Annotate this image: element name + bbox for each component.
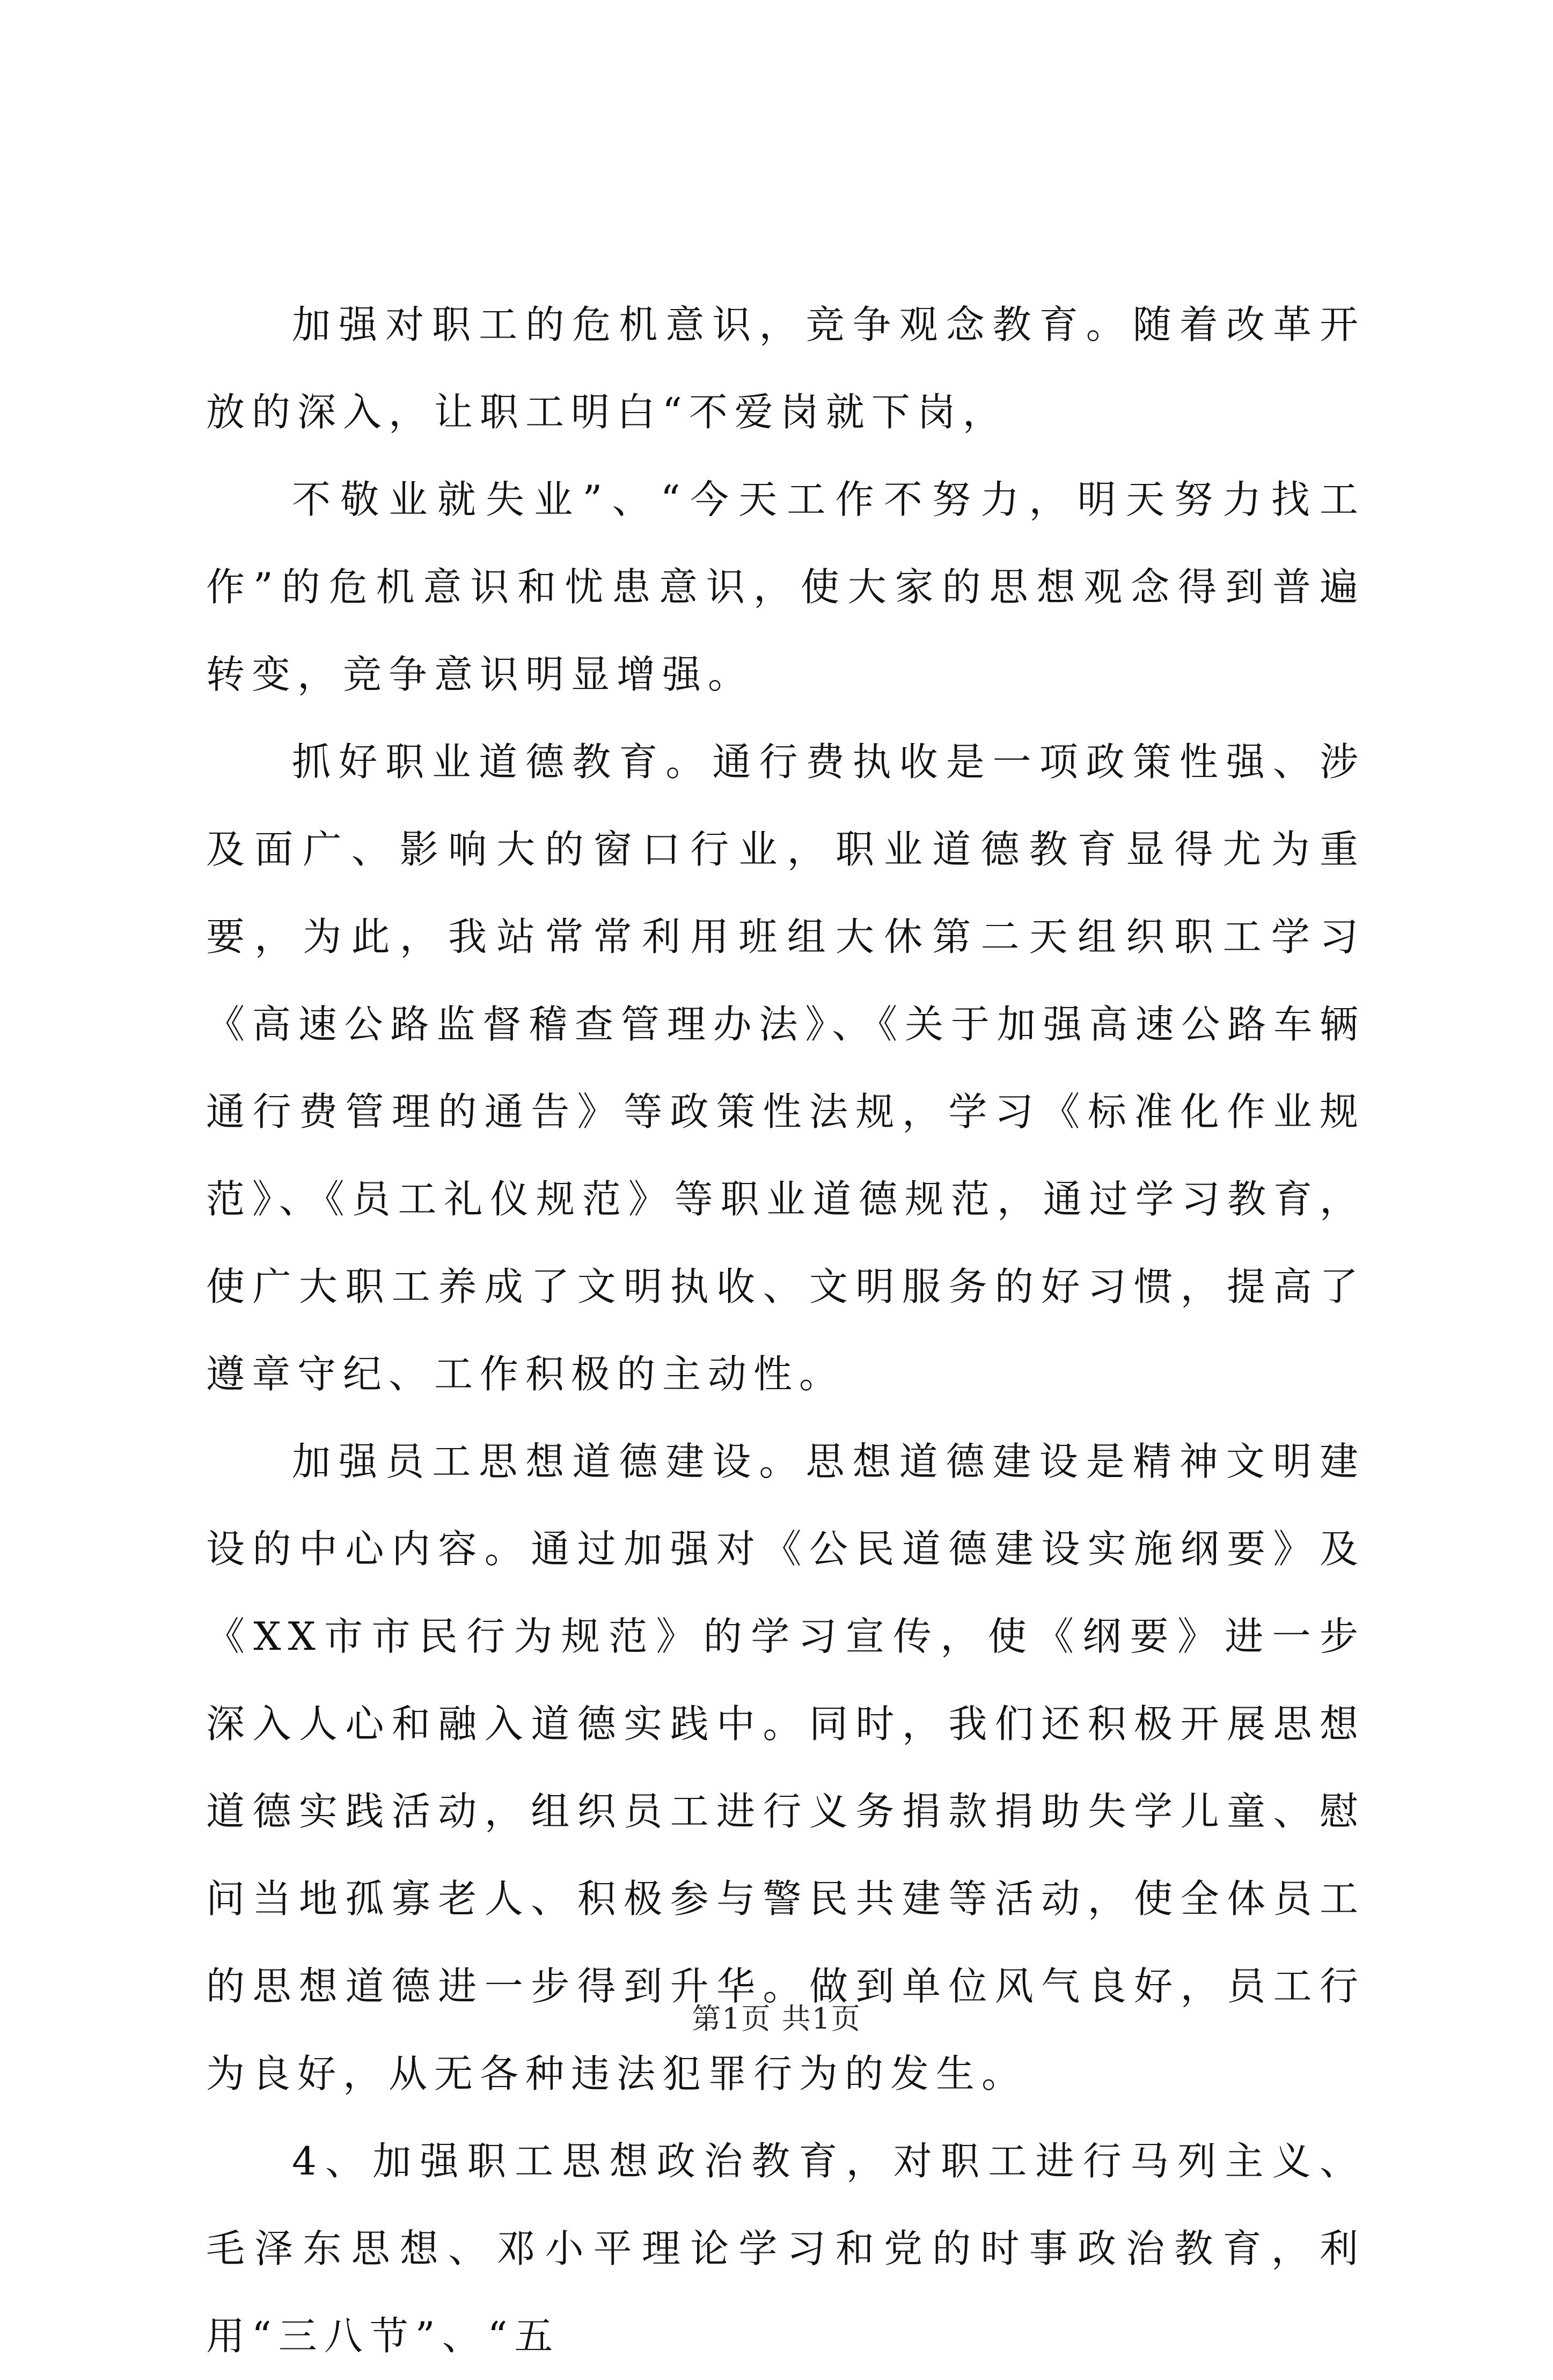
paragraph-3: 抓好职业道德教育。通行费执收是一项政策性强、涉及面广、影响大的窗口行业，职业道德教育显得尤为重要，为此，我站常常利用班组大休第二天组织职工学习《高速公路监督稽查管理办法》、《关于加强高速公路车辆通行费管理的通告》等政策性法规，学习《标准化作业规范》、《员工礼仪规范》等职业道德规范，通过学习教育，使广大职工养成了文明执收、文明服务的好习惯，提高了遵章守纪、工作积极的主动性。 bbox=[206, 739, 1365, 1397]
document-body bbox=[206, 281, 1365, 2380]
paragraph-2: 不敬业就失业”、“今天工作不努力，明天努力找工作”的危机意识和忧患意识，使大家的思想观念得到普遍转变，竞争意识明显增强。 bbox=[206, 477, 1365, 697]
paragraph-1: 加强对职工的危机意识，竞争观念教育。随着改革开放的深入，让职工明白“不爱岗就下岗， bbox=[206, 302, 1365, 435]
paragraph-5: 4、加强职工思想政治教育，对职工进行马列主义、毛泽东思想、邓小平理论学习和党的时事政治教育，利用“三八节”、“五 bbox=[206, 2139, 1365, 2359]
paragraph-4: 加强员工思想道德建设。思想道德建设是精神文明建设的中心内容。通过加强对《公民道德建设实施纲要》及《XX市市民行为规范》的学习宣传，使《纲要》进一步深入人心和融入道德实践中。同时，我们还积极开展思想道德实践活动，组织员工进行义务捐款捐助失学儿童、慰问当地孤寡老人、积极参与警民共建等活动，使全体员工的思想道德进一步得到升华。做到单位风气良好，员工行为良好，从无各种违法犯罪行为的发生。 bbox=[206, 1439, 1365, 2096]
page-footer: 第1页 共1页 bbox=[692, 2002, 861, 2036]
